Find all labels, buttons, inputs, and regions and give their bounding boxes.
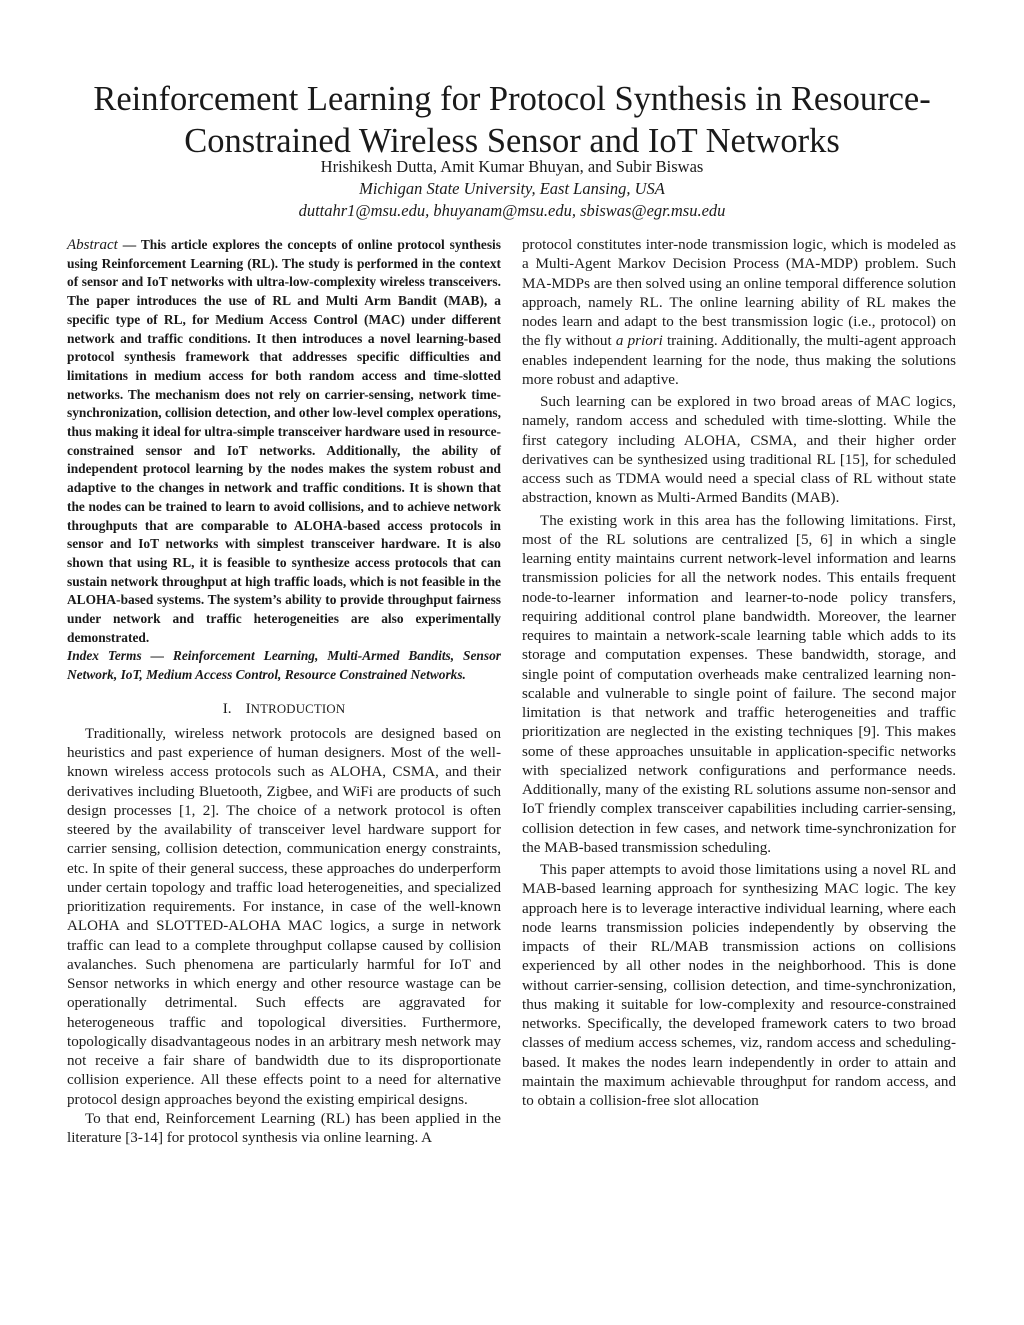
right-column bbox=[522, 236, 956, 1111]
intro-paragraph-3 bbox=[522, 236, 956, 390]
abstract-label: Abstract bbox=[67, 237, 118, 253]
intro-paragraph-4: Such learning can be explored in two broad areas of MAC logics, namely, random access and scheduled with time-slotting. While the first category including ALOHA, CSMA, and their higher order derivatives can be synthesized using traditional RL [15], for scheduled access such as TDMA would need a special class of RL without state abstraction, known as Multi-Armed Bandits (MAB). bbox=[522, 394, 956, 507]
author-emails: duttahr1@msu.edu, bhuyanam@msu.edu, sbiswas@egr.msu.edu bbox=[298, 201, 726, 220]
paper-title bbox=[40, 78, 984, 162]
paragraph-3-text-b: training. Additionally, the multi-agent approach enables independent learning for the node, thus making the solutions more robust and adaptive. bbox=[522, 333, 956, 388]
intro-paragraph-1: Traditionally, wireless network protocols are designed based on heuristics and past experience of human designers. Most of the well-known wireless access protocols such as ALOHA, CSMA, and their derivatives including Bluetooth, Zigbee, and WiFi are products of such design processes [1, 2]. The choice of a network protocol is often steered by the availability of transceiver level hardware support for carrier sensing, collision detection, communication energy constraints, etc. In spite of their general success, these approaches do underperform under certain topology and traffic load heterogeneities, and specialized prioritization requirements. For instance, in case of the well-known ALOHA and SLOTTED-ALOHA MAC logics, a surge in network traffic can lead to a complete throughput collapse caused by collision avalanches. Such phenomena are particularly harmful for IoT and Sensor networks in which energy and other resource wastage can be operationally detrimental. Such effects are aggravated for heterogeneous traffic and topological diversities. Furthermore, topologically disadvantageous nodes in an arbitrary mesh network may not receive a fair share of bandwidth due to its disproportionate collision experience. All these effects point to a need for alternative protocol design approaches beyond the existing empirical designs. bbox=[67, 725, 501, 1108]
section-number: I. bbox=[222, 699, 232, 717]
abstract-text: This article explores the concepts of online protocol synthesis using Reinforcement Learning (RL). The study is performed in the context of sensor and IoT networks with ultra-low-complexity wireless transceivers. The paper introduces the use of RL and Multi Arm Bandit (MAB), a specific type of RL, for Medium Access Control (MAC) under different network and traffic conditions. It then introduces a novel learning-based protocol synthesis framework that addresses specific difficulties and limitations in medium access for both random access and time-slotted networks. The mechanism does not rely on carrier-sensing, network time-synchronization, collision detection, and other low-level complex operations, thus making it ideal for ultra-simple transceiver hardware used in resource-constrained sensor and IoT networks. Additionally, the ability of independent protocol learning by the nodes makes the system robust and adaptive to the changes in network and traffic conditions. It is shown that the nodes can be trained to learn to avoid collisions, and to achieve network throughputs that are comparable to ALOHA-based access protocols in sensor and IoT networks with simplest transceiver hardware. It is also shown that using RL, it is feasible to synthesize access protocols that can sustain network throughput at high traffic loads, which is not feasible in the ALOHA-based systems. The system’s ability to provide throughput fairness under network and traffic heterogeneities are also experimentally demonstrated. bbox=[67, 237, 501, 645]
intro-paragraph-5: The existing work in this area has the following limitations. First, most of the RL solutions are centralized [5, 6] in which a single learning entity maintains current network-level information and learns transmission policies for all the network nodes. This entails frequent node-to-learner information and learner-to-node policy transfers, requiring additional control plane bandwidth. Moreover, the learner requires to maintain a network-scale learning table which adds to its storage and computation expenses. These bandwidth, storage, and single point of computation overheads make centralized learning non-scalable and vulnerable to single point of failure. The second major limitation is that network and traffic heterogeneities and traffic prioritization are neglected in the existing techniques [9]. This makes some of these approaches unsuitable in application-specific networks with specialized network configurations and performance needs. Additionally, many of the existing RL solutions assume non-sensor and IoT friendly complex transceiver capabilities including carrier-sensing, collision detection in few cases, and network time-synchronization for the MAB-based transmission scheduling. bbox=[522, 512, 956, 856]
author-list: Hrishikesh Dutta, Amit Kumar Bhuyan, and Subir Biswas bbox=[320, 157, 704, 176]
intro-paragraph-6: This paper attempts to avoid those limitations using a novel RL and MAB-based learning approach for synthesizing MAC logic. The key approach here is to leverage interactive individual learning, where each node learns transmission policies independently by observing the impacts of their RL/MAB transmission actions on collisions experienced by all other nodes in the neighborhood. This is done without carrier-sensing, collision detection, and time-synchronization, thus making it suitable for low-complexity and resource-constrained networks. Specifically, the developed framework caters to two broad classes of medium access schemes, viz, random access and scheduling-based. It makes the nodes learn independently in order to attain and maintain the maximum achievable throughput for random access, and to obtain a collision-free slot allocation bbox=[522, 862, 956, 1109]
paragraph-3-italic: a priori bbox=[615, 333, 663, 350]
abstract-dash: — bbox=[117, 237, 141, 252]
index-terms: Index Terms — Reinforcement Learning, Multi-Armed Bandits, Sensor Network, IoT, Medium Access Control, Resource Constrained Networks. bbox=[67, 648, 501, 683]
paragraph-3-text-a: protocol constitutes inter-node transmission logic, which is modeled as a Multi-Agent Markov Decision Process (MA-MDP) problem. Such MA-MDPs are then solved using an online temporal difference solution approach, namely RL. The online learning ability of RL makes the nodes learn and adapt to the best transmission logic (i.e., protocol) on the fly without bbox=[522, 237, 956, 350]
section-heading-introduction bbox=[67, 699, 501, 719]
affiliation: Michigan State University, East Lansing, USA bbox=[359, 179, 665, 198]
abstract bbox=[67, 236, 501, 647]
section-title-first-letter: I bbox=[245, 699, 251, 717]
title-line-1: Reinforcement Learning for Protocol Synthesis in Resource- bbox=[93, 80, 931, 118]
intro-paragraph-2: To that end, Reinforcement Learning (RL) has been applied in the literature [3-14] for protocol synthesis via online learning. A bbox=[67, 1110, 501, 1147]
left-column bbox=[67, 236, 501, 1148]
title-line-2: Constrained Wireless Sensor and IoT Networks bbox=[184, 122, 840, 160]
section-title-rest: NTRODUCTION bbox=[250, 701, 346, 716]
